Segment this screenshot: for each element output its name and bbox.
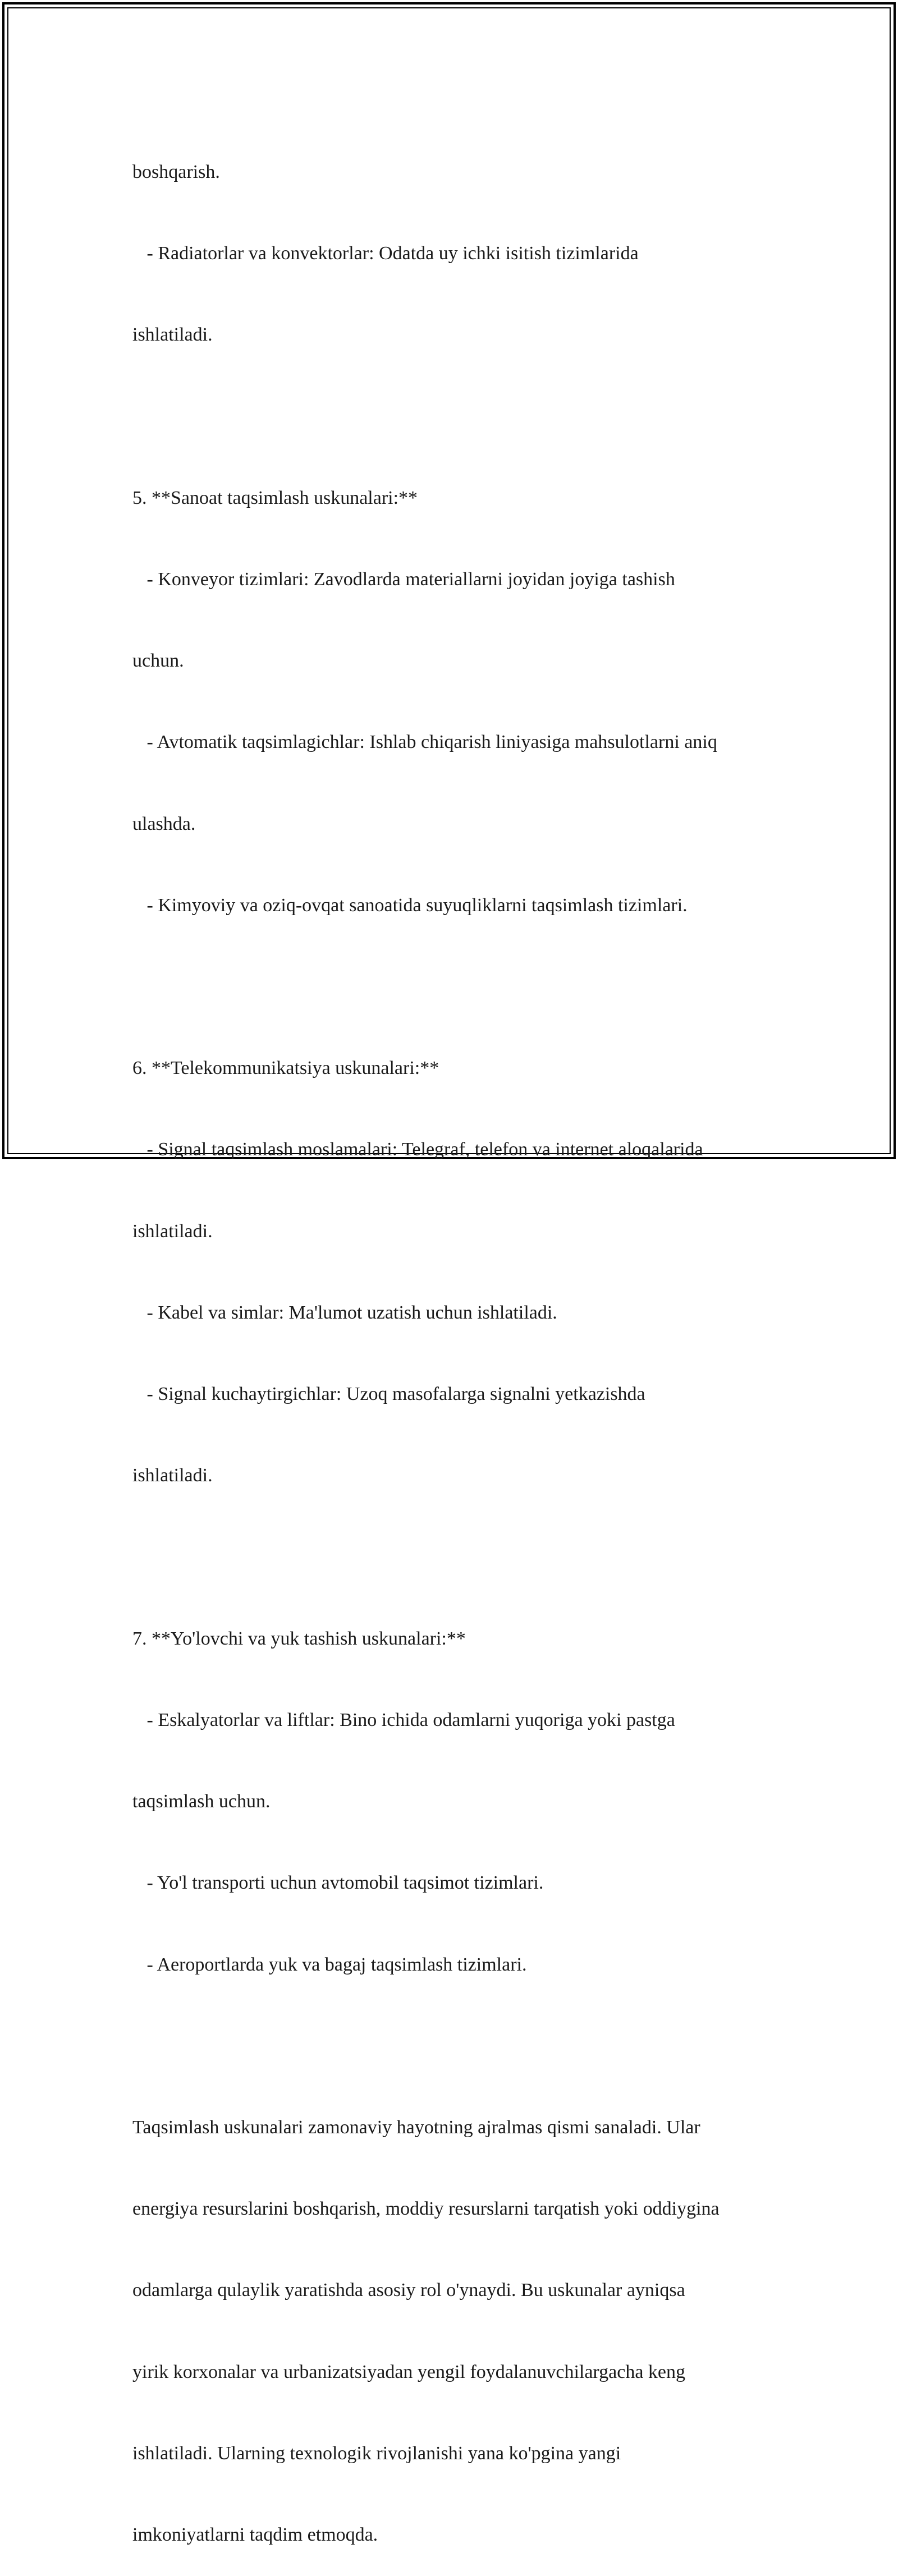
blank-line (132, 1544, 778, 1571)
blank-line (132, 403, 778, 430)
list-item: - Eskalyatorlar va liftlar: Bino ichida odamlarni yuqoriga yoki pastga (132, 1709, 675, 1730)
conclusion-line: yirik korxonalar va urbanizatsiyadan yengil foydalanuvchilargacha keng (132, 2361, 686, 2382)
text-line: ishlatiladi. (132, 1465, 213, 1486)
text-line: ulashda. (132, 813, 196, 834)
section-heading-7: 7. **Yo'lovchi va yuk tashish uskunalari:** (132, 1628, 466, 1649)
conclusion-line: energiya resurslarini boshqarish, moddiy resurslarni tarqatish yoki oddiygina (132, 2198, 720, 2220)
text-line: ishlatiladi. (132, 324, 213, 346)
blank-line (132, 974, 778, 1000)
text-line: uchun. (132, 650, 184, 672)
conclusion-line: Taqsimlash uskunalari zamonaviy hayotning ajralmas qismi sanaladi. Ular (132, 2117, 700, 2138)
section-heading-5: 5. **Sanoat taqsimlash uskunalari:** (132, 487, 418, 508)
list-item: - Signal kuchaytirgichlar: Uzoq masofalarga signalni yetkazishda (132, 1384, 645, 1405)
list-item: - Aeroportlarda yuk va bagaj taqsimlash tizimlari. (132, 1954, 527, 1975)
list-item: - Kimyoviy va oziq-ovqat sanoatida suyuqliklarni taqsimlash tizimlari. (132, 894, 688, 916)
text-line: taqsimlash uchun. (132, 1791, 271, 1812)
section-heading-6: 6. **Telekommunikatsiya uskunalari:** (132, 1058, 439, 1079)
conclusion-line: ishlatiladi. Ularning texnologik rivojlanishi yana ko'pgina yangi (132, 2442, 621, 2464)
text-line: boshqarish. (132, 161, 220, 182)
text-line: ishlatiladi. (132, 1220, 213, 1242)
list-item: - Yo'l transporti uchun avtomobil taqsimot tizimlari. (132, 1872, 544, 1894)
conclusion-line: imkoniyatlarni taqdim etmoqda. (132, 2524, 378, 2546)
document-body (132, 104, 778, 2576)
conclusion-line: odamlarga qulaylik yaratishda asosiy rol o'ynaydi. Bu uskunalar ayniqsa (132, 2280, 685, 2301)
list-item: - Radiatorlar va konvektorlar: Odatda uy ichki isitish tizimlarida (132, 243, 639, 264)
list-item: - Signal taqsimlash moslamalari: Telegraf, telefon va internet aloqalarida (132, 1139, 703, 1160)
blank-line (132, 2033, 778, 2060)
list-item: - Avtomatik taqsimlagichlar: Ishlab chiqarish liniyasiga mahsulotlarni aniq (132, 732, 717, 753)
list-item: - Konveyor tizimlari: Zavodlarda materiallarni joyidan joyiga tashish (132, 568, 675, 590)
list-item: - Kabel va simlar: Ma'lumot uzatish uchun ishlatiladi. (132, 1302, 557, 1323)
